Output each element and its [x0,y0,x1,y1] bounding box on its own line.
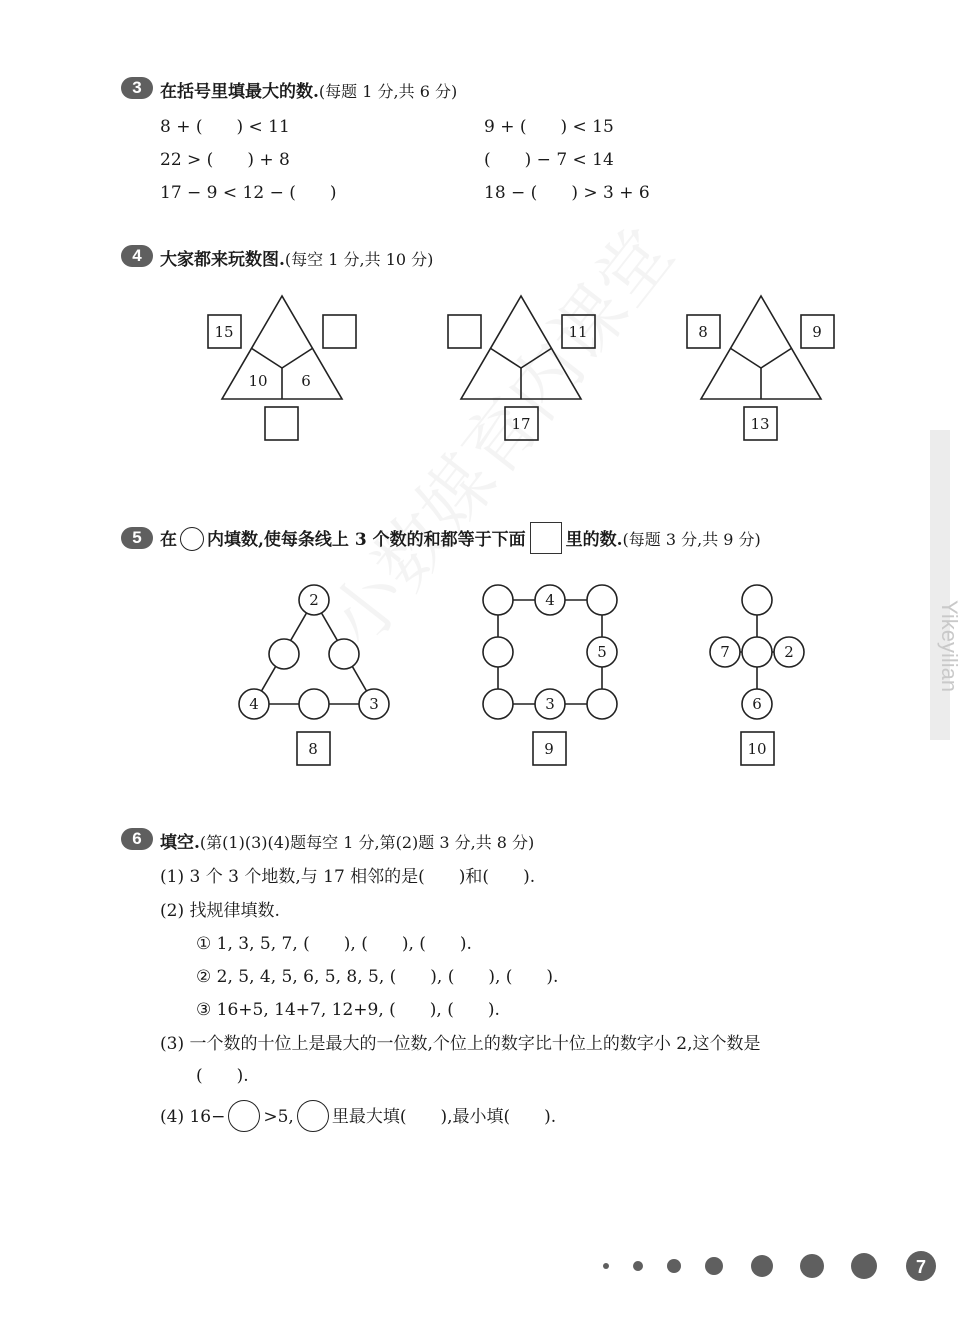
question-6-heading: 填空. [160,833,200,853]
q3-item-1: 8 + ( ) < 11 [160,117,290,137]
question-6-note: (第(1)(3)(4)题每空 1 分,第(2)题 3 分,共 8 分) [199,833,535,852]
q5-sq-ml-circle [483,637,513,667]
question-4-note: (每空 1 分,共 10 分) [284,250,434,269]
footer-dot-3 [667,1259,681,1273]
q5-sq-mr-value: 5 [597,643,607,661]
q4-fig1-left-value: 15 [214,323,234,341]
q6-part-2c: ③ 16+5, 14+7, 12+9, ( ), ( ). [196,1000,500,1020]
question-5-note: (每题 3 分,共 9 分) [622,530,761,549]
q6-part-4-b: >5, [263,1107,294,1127]
q5-cross-bottom-value: 6 [752,695,762,713]
question-6-badge: 6 [121,828,153,850]
q5-tri-right-mid-circle [329,639,359,669]
q3-item-4: ( ) − 7 < 14 [484,150,614,170]
q6-part-4-circle-2 [297,1100,329,1132]
question-3-note: (每题 1 分,共 6 分) [318,82,458,101]
footer-dot-2 [633,1261,643,1271]
q5-cross-top-circle [742,585,772,615]
question-5-heading-c: 里的数. [565,530,623,550]
q5-tri-top-value: 2 [309,591,319,609]
q6-part-4-c: 里最大填( ),最小填( ). [331,1107,557,1127]
footer-dot-7 [851,1253,877,1279]
q6-part-2b: ② 2, 5, 4, 5, 6, 5, 8, 5, ( ), ( ), ( ). [196,967,559,987]
question-4-heading: 大家都来玩数图. [160,250,285,270]
q4-fig2-right-value: 11 [568,323,588,341]
q6-part-3-line1: (3) 一个数的十位上是最大的一位数,个位上的数字比十位上的数字小 2,这个数是 [160,1034,761,1054]
q5-sq-box-value: 9 [544,740,554,758]
q5-cross-right-value: 2 [784,643,794,661]
q3-item-5: 17 − 9 < 12 − ( ) [160,183,337,203]
q6-part-2: (2) 找规律填数. [160,901,280,921]
footer-dot-5 [751,1255,773,1277]
q4-fig3-right-value: 9 [812,323,822,341]
q4-fig1-inner-left: 10 [248,372,268,390]
question-3-heading: 在括号里填最大的数. [160,82,319,102]
q6-part-4-a: (4) 16− [160,1107,226,1127]
q6-part-1: (1) 3 个 3 个地数,与 17 相邻的是( )和( ). [160,867,536,887]
q6-part-2a: ① 1, 3, 5, 7, ( ), ( ), ( ). [196,934,472,954]
q5-tri-box-value: 8 [308,740,318,758]
page-number: 7 [915,1257,927,1277]
q5-sq-tl-circle [483,585,513,615]
question-6-title [160,828,534,853]
q5-sq-bl-circle [483,689,513,719]
q5-sq-tr-circle [587,585,617,615]
q5-cross-center-circle [742,637,772,667]
q5-sq-br-circle [587,689,617,719]
q6-part-4 [160,1100,556,1132]
q5-tri-left-mid-circle [269,639,299,669]
q3-item-3: 22 > ( ) + 8 [160,150,290,170]
page-footer [0,1240,950,1300]
side-brand-text: Yikeyilian [937,600,962,693]
q3-item-6: 18 − ( ) > 3 + 6 [484,183,650,203]
q5-cross-box-value: 10 [747,740,767,758]
question-4-badge: 4 [121,245,153,267]
q4-fig3-left-value: 8 [698,323,708,341]
question-5-heading-a: 在 [160,530,177,550]
footer-dot-6 [800,1254,824,1278]
q5-tri-br-value: 3 [369,695,379,713]
q5-tri-bottom-mid-circle [299,689,329,719]
footer-dot-4 [705,1257,723,1275]
question-5-badge: 5 [121,527,153,549]
q5-sq-tm-value: 4 [545,591,555,609]
q4-fig1-inner-right: 6 [301,372,311,390]
q4-fig3-bottom-value: 13 [750,415,770,433]
q4-fig2-bottom-value: 17 [511,415,531,433]
q3-item-2: 9 + ( ) < 15 [484,117,614,137]
q6-part-3-line2: ( ). [196,1066,249,1086]
question-3-badge: 3 [121,77,153,99]
q5-tri-bl-value: 4 [249,695,259,713]
q6-part-4-circle-1 [228,1100,260,1132]
q5-cross-left-value: 7 [720,643,730,661]
q5-sq-bm-value: 3 [545,695,555,713]
question-5-heading-b: 内填数,使每条线上 3 个数的和都等于下面 [207,530,526,550]
footer-dot-1 [603,1263,609,1269]
